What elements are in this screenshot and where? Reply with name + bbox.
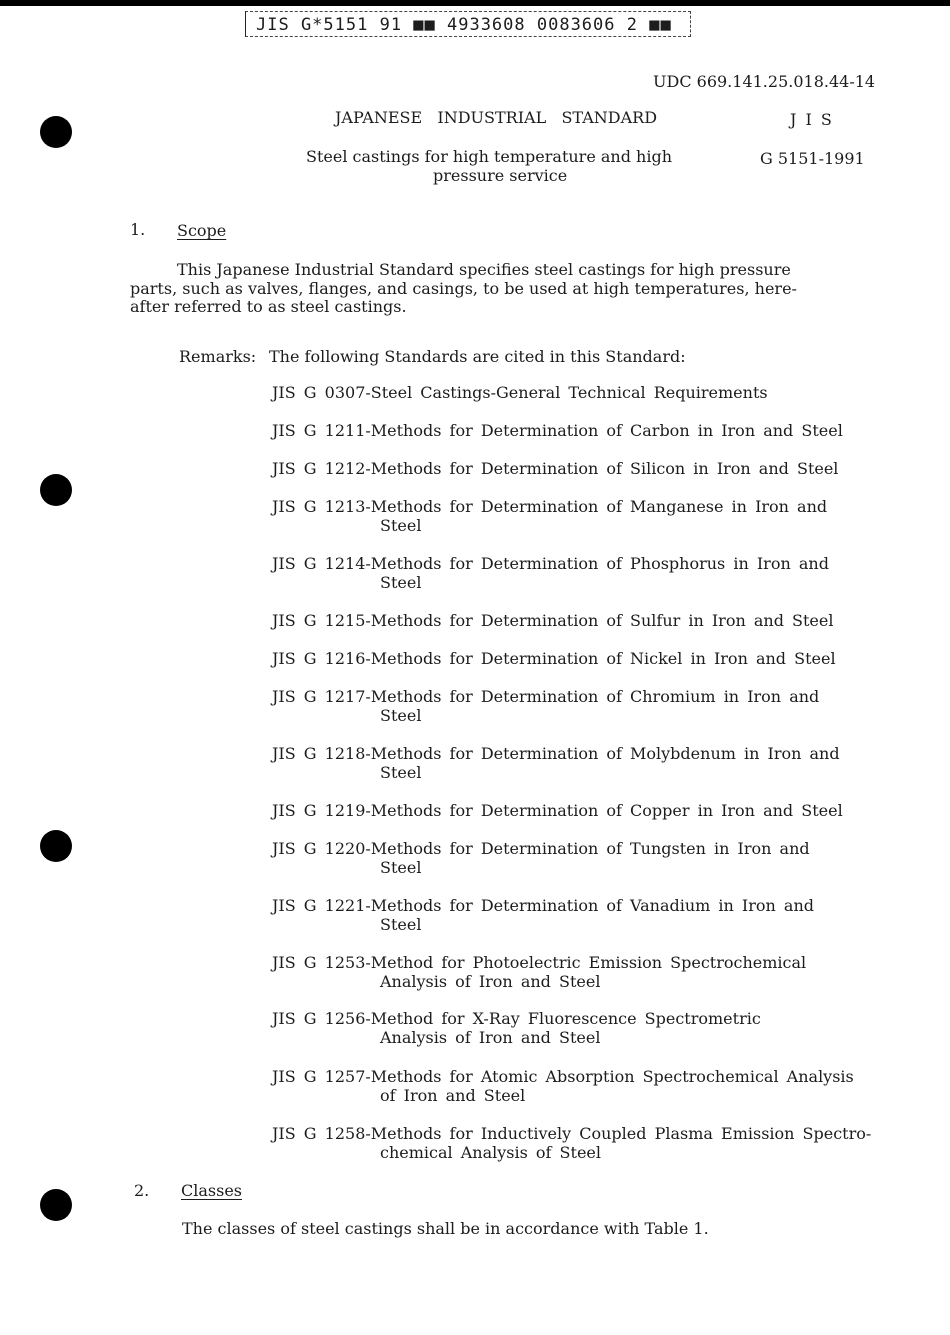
reference-line-2: Steel: [380, 915, 422, 934]
reference-line-1: JIS G 1219-Methods for Determination of Copper in Iron and Steel: [272, 801, 843, 820]
reference-item: [272, 953, 806, 991]
standard-number: G 5151-1991: [760, 149, 865, 168]
reference-line-1: JIS G 1257-Methods for Atomic Absorption Spectrochemical Analysis: [272, 1067, 854, 1086]
reference-item: [272, 649, 836, 668]
reference-item: [272, 896, 814, 934]
scope-para-line-3: after referred to as steel castings.: [130, 297, 407, 316]
reference-line-1: JIS G 1216-Methods for Determination of Nickel in Iron and Steel: [272, 649, 836, 668]
reference-line-1: JIS G 1221-Methods for Determination of Vanadium in Iron and: [272, 896, 814, 915]
reference-line-1: JIS G 1212-Methods for Determination of Silicon in Iron and Steel: [272, 459, 839, 478]
section-1-number: 1.: [130, 220, 146, 239]
reference-line-1: JIS G 1213-Methods for Determination of Manganese in Iron and: [272, 497, 828, 516]
binder-hole: [40, 1189, 72, 1221]
udc-number: UDC 669.141.25.018.44-14: [653, 72, 876, 91]
reference-item: [272, 687, 819, 725]
reference-item: [272, 1009, 761, 1047]
scope-para-line-1: This Japanese Industrial Standard specifies steel castings for high pressure: [177, 260, 791, 279]
remarks-text: The following Standards are cited in this Standard:: [269, 347, 686, 366]
reference-item: [272, 1124, 871, 1162]
page-top-edge: [0, 0, 950, 6]
reference-line-1: JIS G 1211-Methods for Determination of Carbon in Iron and Steel: [272, 421, 843, 440]
header-code-box: [245, 11, 691, 37]
reference-item: [272, 459, 838, 478]
scope-para-line-2: parts, such as valves, flanges, and casings, to be used at high temperatures, here-: [130, 279, 797, 298]
reference-line-1: JIS G 1218-Methods for Determination of Molybdenum in Iron and: [272, 744, 840, 763]
reference-line-1: JIS G 1215-Methods for Determination of Sulfur in Iron and Steel: [272, 611, 834, 630]
binder-hole: [40, 474, 72, 506]
reference-line-1: JIS G 1217-Methods for Determination of Chromium in Iron and: [272, 687, 820, 706]
reference-item: [272, 611, 833, 630]
reference-line-2: Steel: [380, 763, 422, 782]
reference-item: [272, 421, 843, 440]
remarks-label: Remarks:: [179, 347, 257, 366]
section-2-heading: Classes: [181, 1181, 242, 1200]
title-line-1: Steel castings for high temperature and high: [306, 147, 673, 166]
reference-item: [272, 744, 840, 782]
reference-line-2: Steel: [380, 573, 422, 592]
reference-line-1: JIS G 1256-Method for X-Ray Fluorescence Spectrometric: [272, 1009, 761, 1028]
title-line-2: pressure service: [433, 166, 568, 185]
reference-line-2: Steel: [380, 516, 422, 535]
reference-line-2: of Iron and Steel: [380, 1086, 526, 1105]
binder-hole: [40, 830, 72, 862]
reference-line-1: JIS G 1214-Methods for Determination of Phosphorus in Iron and: [272, 554, 829, 573]
reference-item: [272, 839, 810, 877]
reference-item: [272, 383, 768, 402]
jis-mark: J I S: [790, 110, 832, 129]
reference-line-1: JIS G 1258-Methods for Inductively Coupled Plasma Emission Spectro-: [272, 1124, 872, 1143]
reference-item: [272, 554, 829, 592]
header-code: JIS G*5151 91 ■■ 4933608 0083606 2 ■■: [256, 15, 672, 35]
reference-line-2: chemical Analysis of Steel: [380, 1143, 601, 1162]
reference-line-1: JIS G 0307-Steel Castings-General Technical Requirements: [272, 383, 768, 402]
section-2-number: 2.: [134, 1181, 150, 1200]
reference-item: [272, 1067, 854, 1105]
section-1-heading: Scope: [177, 221, 227, 240]
reference-item: [272, 801, 843, 820]
standard-org: JAPANESE INDUSTRIAL STANDARD: [335, 108, 658, 127]
reference-line-2: Analysis of Iron and Steel: [380, 972, 601, 991]
reference-item: [272, 497, 827, 535]
reference-line-1: JIS G 1253-Method for Photoelectric Emission Spectrochemical: [272, 953, 807, 972]
reference-line-2: Analysis of Iron and Steel: [380, 1028, 601, 1047]
reference-line-1: JIS G 1220-Methods for Determination of Tungsten in Iron and: [272, 839, 810, 858]
binder-hole: [40, 116, 72, 148]
section-2-text: The classes of steel castings shall be in accordance with Table 1.: [182, 1219, 709, 1238]
reference-line-2: Steel: [380, 706, 422, 725]
reference-line-2: Steel: [380, 858, 422, 877]
